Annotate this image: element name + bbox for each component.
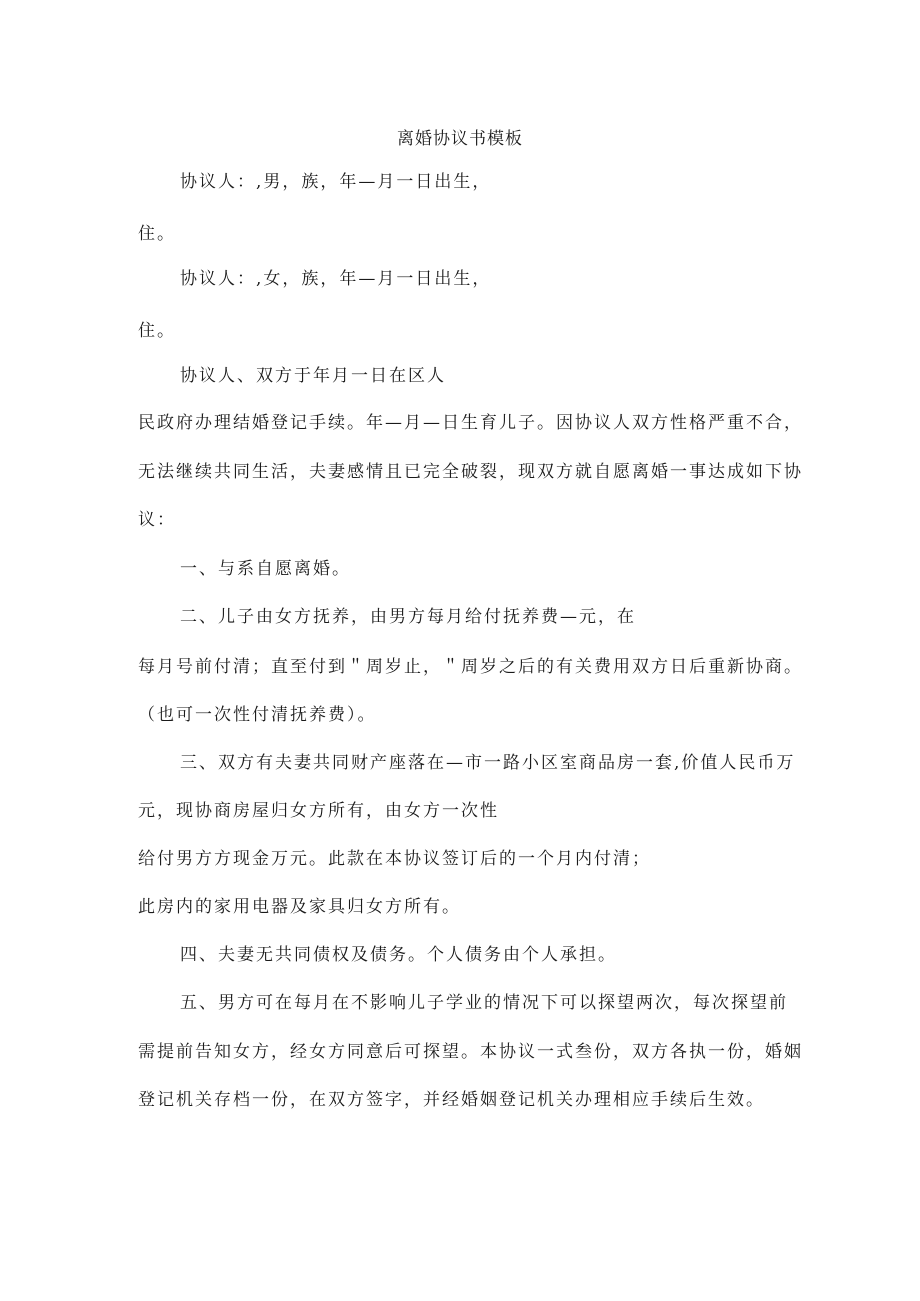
paragraph-line: 协议人、双方于年月一日在区人 [180,366,446,386]
paragraph-line: 住。 [138,321,176,341]
paragraph-line: 住。 [138,224,176,244]
paragraph-line: 四、夫妻无共同债权及债务。个人债务由个人承担。 [180,945,617,965]
document-title: 离婚协议书模板 [397,129,523,149]
paragraph-line: 民政府办理结婚登记手续。年—月—日生育儿子。因协议人双方性格严重不合， [138,413,803,433]
paragraph-line: 五、男方可在每月在不影响儿子学业的情况下可以探望两次，每次探望前 [180,993,788,1013]
paragraph-line: 给付男方方现金万元。此款在本协议签订后的一个月内付清； [138,849,651,869]
paragraph-line: 议： [138,510,176,530]
paragraph-line: 元，现协商房屋归女方所有，由女方一次性 [138,801,499,821]
paragraph-line: 协议人：,女，族，年—月一日出生， [180,269,492,289]
paragraph-line: （也可一次性付清抚养费）。 [138,705,377,725]
paragraph-line: 登记机关存档一份，在双方签字，并经婚姻登记机关办理相应手续后生效。 [138,1090,765,1110]
paragraph-line: 协议人：,男，族，年—月一日出生， [180,172,492,192]
paragraph-line: 三、双方有夫妻共同财产座落在—市一路小区室商品房一套,价值人民币万 [180,753,796,773]
paragraph-line: 每月号前付清；直至付到＂周岁止，＂周岁之后的有关费用双方日后重新协商。 [138,657,803,677]
paragraph-line: 一、与系自愿离婚。 [180,559,351,579]
paragraph-line: 此房内的家用电器及家具归女方所有。 [138,897,461,917]
paragraph-line: 二、儿子由女方抚养，由男方每月给付抚养费—元，在 [180,607,636,627]
paragraph-line: 需提前告知女方，经女方同意后可探望。本协议一式叁份，双方各执一份，婚姻 [138,1042,803,1062]
paragraph-line: 无法继续共同生活，夫妻感情且已完全破裂，现双方就自愿离婚一事达成如下协 [138,462,803,482]
